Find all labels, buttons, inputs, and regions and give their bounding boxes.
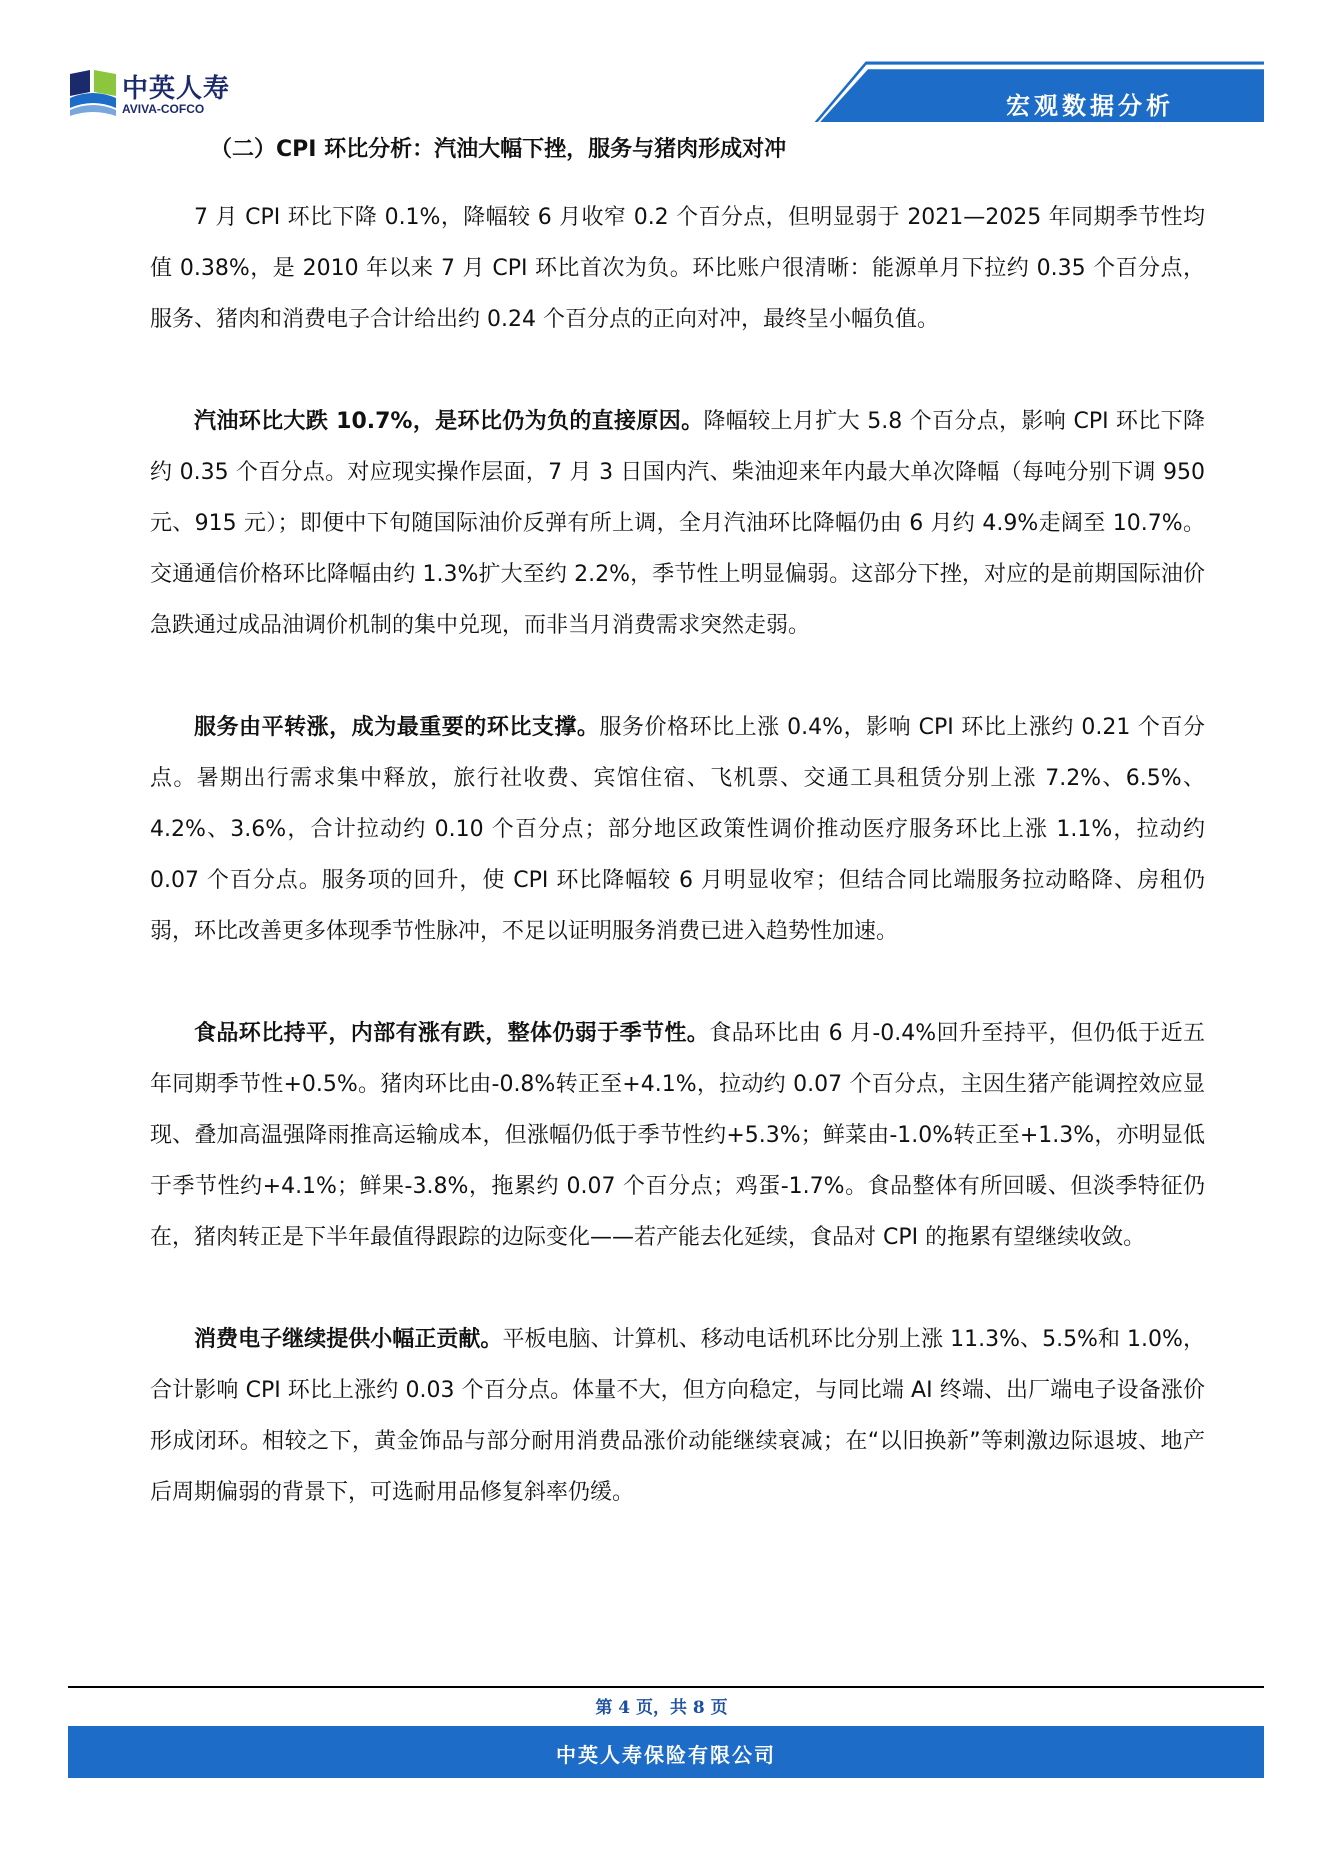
- footer-divider: [68, 1686, 1264, 1688]
- paragraph-text: 7 月 CPI 环比下降 0.1%，降幅较 6 月收窄 0.2 个百分点，但明显弱于 2021—2025 年同期季节性均值 0.38%，是 2010 年以来 7 月 CPI 环比首次为负。环比账户很清晰：能源单月下拉约 0.35 个百分点，服务、猪肉和消费电子合计给出约 0.24 个百分点的正向对冲，最终呈小幅负值。: [150, 205, 1205, 332]
- footer-company-name: 中英人寿保险有限公司: [556, 1743, 776, 1767]
- paragraph-food: [150, 1008, 1205, 1263]
- logo-english-name: AVIVA-COFCO: [122, 102, 205, 116]
- paragraph-lead: 食品环比持平，内部有涨有跌，整体仍弱于季节性。: [194, 1021, 710, 1046]
- paragraph-gasoline: [150, 396, 1205, 651]
- paragraph-text: 平板电脑、计算机、移动电话机环比分别上涨 11.3%、5.5%和 1.0%，合计影响 CPI 环比上涨约 0.03 个百分点。体量不大，但方向稳定，与同比端 AI 终端、出厂端电子设备涨价形成闭环。相较之下，黄金饰品与部分耐用消费品涨价动能继续衰减；在“以旧换新”等刺激边际退坡、地产后周期偏弱的背景下，可选耐用品修复斜率仍缓。: [150, 1327, 1205, 1505]
- paragraph-text: 降幅较上月扩大 5.8 个百分点，影响 CPI 环比下降约 0.35 个百分点。对应现实操作层面，7 月 3 日国内汽、柴油迎来年内最大单次降幅（每吨分别下调 950 元、915 元）；即便中下旬随国际油价反弹有所上调，全月汽油环比降幅仍由 6 月约 4.9%走阔至 10.7%。交通通信价格环比降幅由约 1.3%扩大至约 2.2%，季节性上明显偏弱。这部分下挫，对应的是前期国际油价急跌通过成品油调价机制的集中兑现，而非当月消费需求突然走弱。: [150, 409, 1205, 638]
- page-number: 第 4 页，共 8 页: [595, 1698, 728, 1718]
- section-title: （二）CPI 环比分析：汽油大幅下挫，服务与猪肉形成对冲: [210, 137, 787, 162]
- paragraph-electronics: [150, 1314, 1205, 1518]
- header-title: 宏观数据分析: [1006, 92, 1174, 120]
- paragraph-text: 食品环比由 6 月-0.4%回升至持平，但仍低于近五年同期季节性+0.5%。猪肉环比由-0.8%转正至+4.1%，拉动约 0.07 个百分点，主因生猪产能调控效应显现、叠加高温强降雨推高运输成本，但涨幅仍低于季节性约+5.3%；鲜菜由-1.0%转正至+1.3%，亦明显低于季节性约+4.1%；鲜果-3.8%，拖累约 0.07 个百分点；鸡蛋-1.7%。食品整体有所回暖、但淡季特征仍在，猪肉转正是下半年最值得跟踪的边际变化——若产能去化延续，食品对 CPI 的拖累有望继续收敛。: [150, 1021, 1205, 1250]
- logo-chinese-name: 中英人寿: [122, 74, 231, 104]
- paragraph-overview: [150, 192, 1205, 345]
- paragraph-text: 服务价格环比上涨 0.4%，影响 CPI 环比上涨约 0.21 个百分点。暑期出行需求集中释放，旅行社收费、宾馆住宿、飞机票、交通工具租赁分别上涨 7.2%、6.5%、4.2%、3.6%，合计拉动约 0.10 个百分点；部分地区政策性调价推动医疗服务环比上涨 1.1%，拉动约 0.07 个百分点。服务项的回升，使 CPI 环比降幅较 6 月明显收窄；但结合同比端服务拉动略降、房租仍弱，环比改善更多体现季节性脉冲，不足以证明服务消费已进入趋势性加速。: [150, 715, 1205, 944]
- footer-bar: [68, 1726, 1264, 1778]
- paragraph-lead: 汽油环比大跌 10.7%，是环比仍为负的直接原因。: [194, 409, 704, 434]
- paragraph-lead: 服务由平转涨，成为最重要的环比支撑。: [194, 715, 600, 740]
- paragraph-services: [150, 702, 1205, 957]
- paragraph-lead: 消费电子继续提供小幅正贡献。: [194, 1327, 503, 1352]
